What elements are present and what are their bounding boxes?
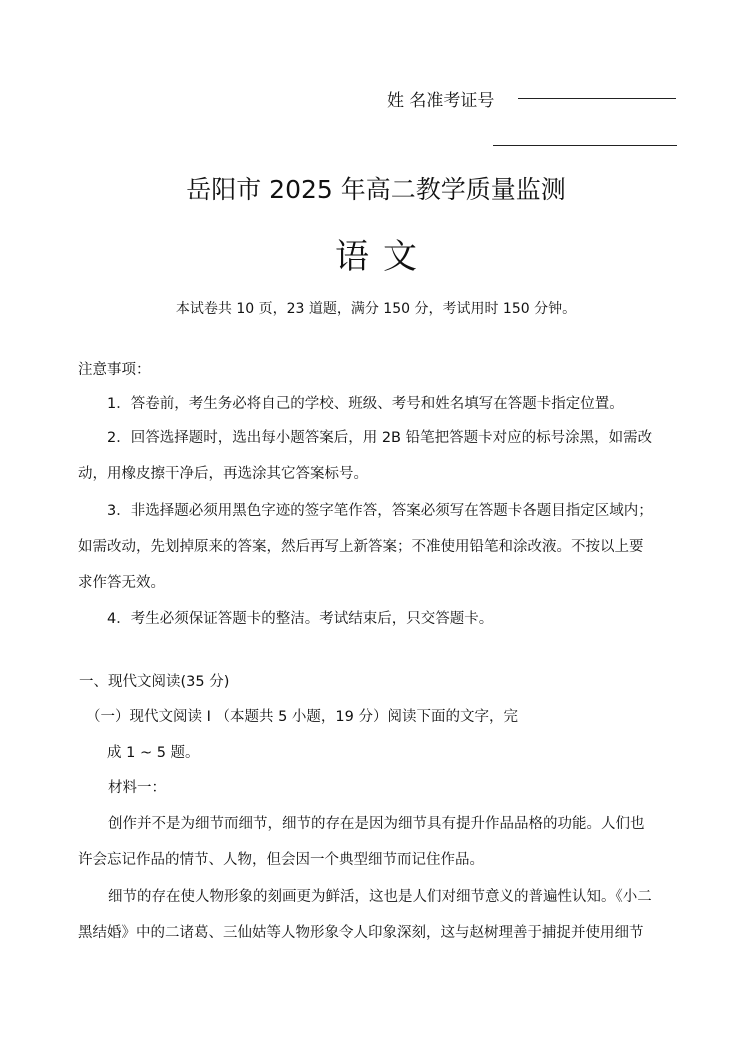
note-item-3-line-2: 如需改动，先划掉原来的答案，然后再写上新答案；不准使用铅笔和涂改液。不按以上要 (78, 539, 644, 555)
subject-title: 语文 (335, 237, 431, 277)
section-1-heading: 一、现代文阅读(35 分) (79, 674, 230, 690)
note-item-3-line-1: 3．非选择题必须用黑色字迹的签字笔作答，答案必须写在答题卡各题目指定区域内； (107, 503, 653, 519)
candidate-id-line[interactable] (493, 145, 677, 146)
paragraph-1-line-1: 创作并不是为细节而细节，细节的存在是因为细节具有提升作品品格的功能。人们也 (108, 816, 645, 832)
note-item-1: 1．答卷前，考生务必将自己的学校、班级、考号和姓名填写在答题卡指定位置。 (107, 396, 624, 412)
candidate-info-label: 姓 名准考证号 (387, 91, 495, 111)
candidate-name-line[interactable] (518, 98, 676, 99)
exam-title: 岳阳市 2025 年高二教学质量监测 (186, 175, 566, 204)
note-item-3-line-3: 求作答无效。 (78, 575, 165, 591)
paragraph-2-line-1: 细节的存在使人物形象的刻画更为鲜活，这也是人们对细节意义的普遍性认知。《小二 (108, 889, 652, 905)
subsection-heading-line-2: 成 1 ~ 5 题。 (107, 745, 200, 761)
paragraph-2-line-2: 黑结婚》中的二诸葛、三仙姑等人物形象令人印象深刻，这与赵树理善于捕捉并使用细节 (78, 925, 644, 941)
note-item-4: 4．考生必须保证答题卡的整洁。考试结束后，只交答题卡。 (107, 611, 494, 627)
note-item-2-line-1: 2．回答选择题时，选出每小题答案后，用 2B 铅笔把答题卡对应的标号涂黑，如需改 (107, 430, 653, 446)
material-label: 材料一： (108, 780, 166, 796)
notes-heading: 注意事项： (78, 362, 151, 378)
paragraph-1-line-2: 许会忘记作品的情节、人物，但会因一个典型细节而记住作品。 (78, 852, 484, 868)
paper-info: 本试卷共 10 页，23 道题，满分 150 分，考试用时 150 分钟。 (175, 301, 577, 317)
note-item-2-line-2: 动，用橡皮擦干净后，再选涂其它答案标号。 (78, 466, 368, 482)
subsection-heading-line-1: （一）现代文阅读 I （本题共 5 小题，19 分）阅读下面的文字，完 (86, 709, 518, 725)
